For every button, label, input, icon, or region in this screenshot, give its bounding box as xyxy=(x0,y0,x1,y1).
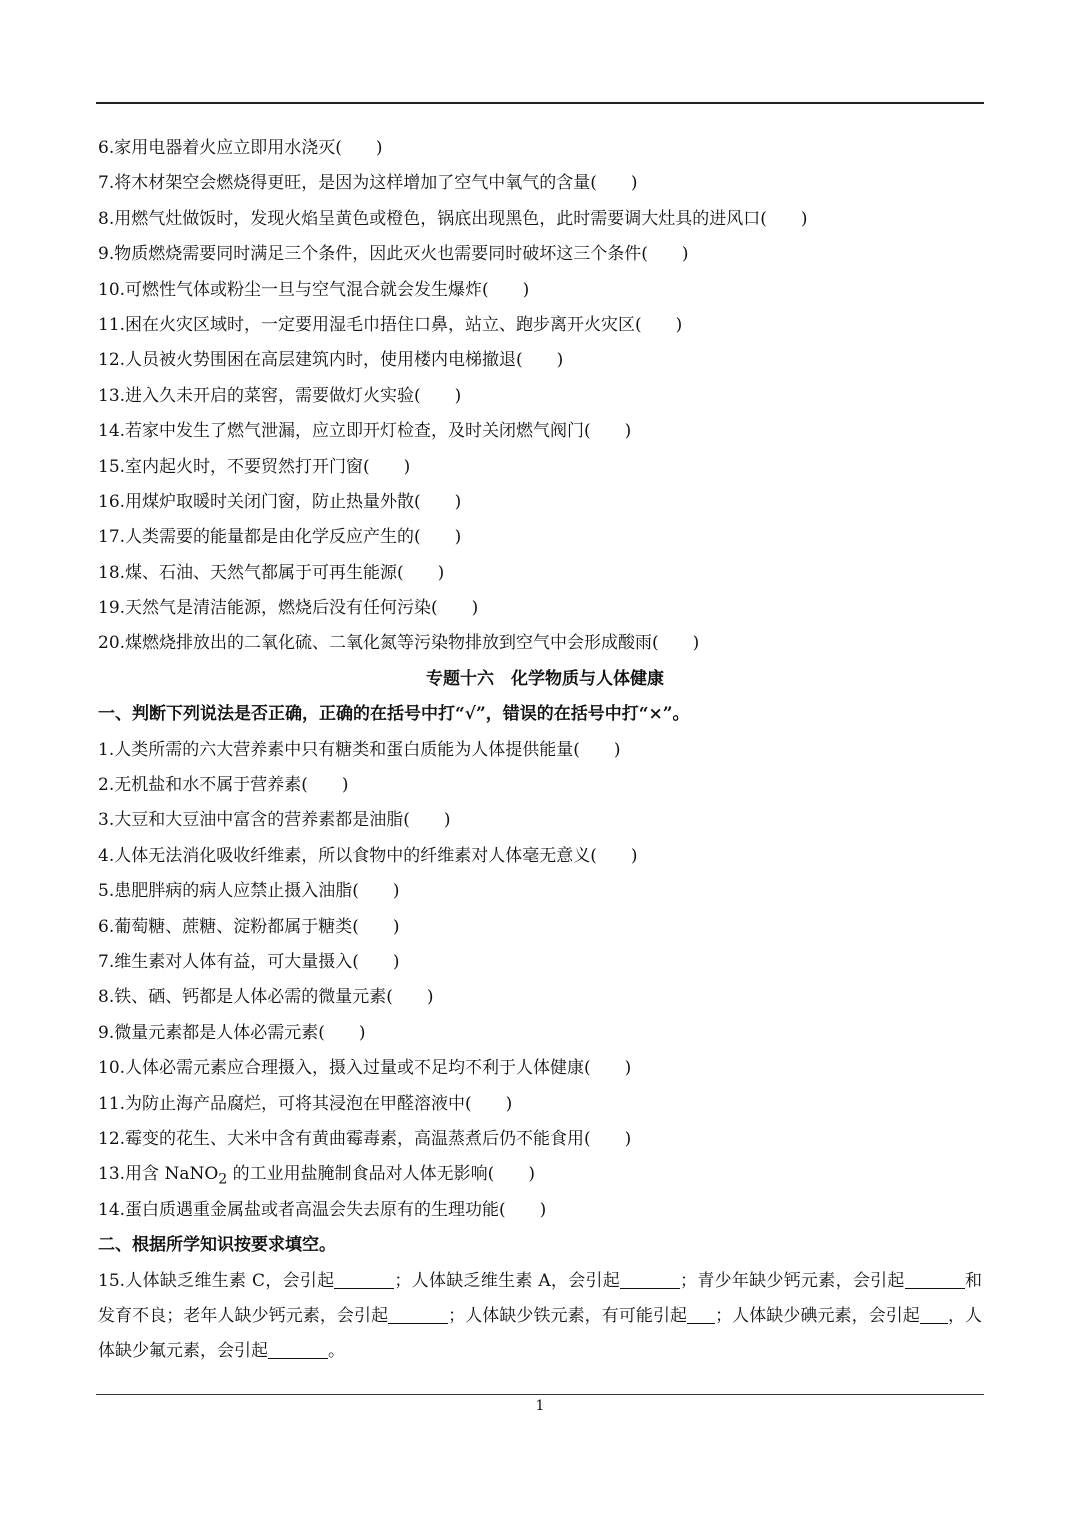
question-item: 18.煤、石油、天然气都属于可再生能源( ) xyxy=(98,562,445,583)
question-item: 7.将木材架空会燃烧得更旺，是因为这样增加了空气中氧气的含量( ) xyxy=(98,173,638,194)
q15-text-5: ；人体缺少铁元素，有可能引起 xyxy=(448,1305,688,1326)
question-item: 13.进入久未开启的菜窖，需要做灯火实验( ) xyxy=(98,385,462,406)
question-item: 11.困在火灾区域时，一定要用湿毛巾捂住口鼻，站立、跑步离开火灾区( ) xyxy=(98,314,683,335)
answer-blank[interactable] xyxy=(687,1322,715,1324)
q15-text-6: ；人体缺少碘元素，会引起 xyxy=(715,1305,920,1326)
section-title: 专题十六 化学物质与人体健康 xyxy=(426,668,664,689)
question-item: 17.人类需要的能量都是由化学反应产生的( ) xyxy=(98,527,462,548)
question-item: 3.大豆和大豆油中富含的营养素都是油脂( ) xyxy=(98,810,451,831)
footer-rule xyxy=(96,1394,984,1395)
question-item: 8.用燃气灶做饭时，发现火焰呈黄色或橙色，锅底出现黑色，此时需要调大灶具的进风口( ) xyxy=(98,208,808,229)
question-item: 6.葡萄糖、蔗糖、淀粉都属于糖类( ) xyxy=(98,916,400,937)
item13-text-after: 的工业用盐腌制食品对人体无影响( ) xyxy=(227,1164,535,1185)
question-item: 14.若家中发生了燃气泄漏，应立即开灯检查，及时关闭燃气阀门( ) xyxy=(98,421,632,442)
page-number: 1 xyxy=(535,1398,545,1414)
answer-blank[interactable] xyxy=(620,1287,680,1289)
question-item: 9.微量元素都是人体必需元素( ) xyxy=(98,1022,366,1043)
question-item: 8.铁、硒、钙都是人体必需的微量元素( ) xyxy=(98,987,434,1008)
q15-text-8: 。 xyxy=(328,1341,345,1362)
question-list-fire-safety xyxy=(98,131,984,662)
answer-blank[interactable] xyxy=(268,1357,328,1359)
question-item: 19.天然气是清洁能源，燃烧后没有任何污染( ) xyxy=(98,598,479,619)
question-item: 2.无机盐和水不属于营养素( ) xyxy=(98,775,349,796)
item13-subscript: 2 xyxy=(218,1171,228,1188)
answer-blank[interactable] xyxy=(388,1322,448,1324)
question-item: 4.人体无法消化吸收纤维素，所以食物中的纤维素对人体毫无意义( ) xyxy=(98,845,638,866)
q15-text-3: ；青少年缺少钙元素，会引起 xyxy=(680,1270,905,1291)
part-two-heading: 二、根据所学知识按要求填空。 xyxy=(98,1235,336,1256)
question-item: 14.蛋白质遇重金属盐或者高温会失去原有的生理功能( ) xyxy=(98,1199,547,1220)
question-item: 11.为防止海产品腐烂，可将其浸泡在甲醛溶液中( ) xyxy=(98,1093,513,1114)
question-item: 12.人员被火势围困在高层建筑内时，使用楼内电梯撤退( ) xyxy=(98,350,564,371)
question-item-nano2 xyxy=(98,1157,984,1192)
question-item: 15.室内起火时，不要贸然打开门窗( ) xyxy=(98,456,411,477)
question-item: 6.家用电器着火应立即用水浇灭( ) xyxy=(98,138,383,158)
question-item: 10.可燃性气体或粉尘一旦与空气混合就会发生爆炸( ) xyxy=(98,279,530,300)
page-content xyxy=(98,131,984,1370)
part-one-heading: 一、判断下列说法是否正确，正确的在括号中打“√”，错误的在括号中打“×”。 xyxy=(98,704,690,725)
question-item: 20.煤燃烧排放出的二氧化硫、二氧化氮等污染物排放到空气中会形成酸雨( ) xyxy=(98,633,700,654)
fill-in-question-15 xyxy=(98,1264,982,1370)
question-item: 7.维生素对人体有益，可大量摄入( ) xyxy=(98,951,400,972)
question-item: 9.物质燃烧需要同时满足三个条件，因此灭火也需要同时破坏这三个条件( ) xyxy=(98,244,689,265)
q15-text-1: 15.人体缺乏维生素 C，会引起 xyxy=(98,1270,335,1291)
question-item: 5.患肥胖病的病人应禁止摄入油脂( ) xyxy=(98,881,400,902)
question-item: 10.人体必需元素应合理摄入，摄入过量或不足均不利于人体健康( ) xyxy=(98,1058,632,1079)
question-item: 16.用煤炉取暖时关闭门窗，防止热量外散( ) xyxy=(98,491,462,512)
question-item: 12.霉变的花生、大米中含有黄曲霉毒素，高温蒸煮后仍不能食用( ) xyxy=(98,1128,632,1149)
answer-blank[interactable] xyxy=(905,1287,965,1289)
answer-blank[interactable] xyxy=(334,1287,394,1289)
q15-text-2: ；人体缺乏维生素 A，会引起 xyxy=(394,1270,621,1291)
question-list-health xyxy=(98,733,984,1228)
q15-text-7: ，人体缺少氟元素，会引起 xyxy=(98,1305,983,1362)
item13-text-before: 13.用含 NaNO xyxy=(98,1164,219,1185)
header-rule xyxy=(96,102,984,104)
question-item: 1.人类所需的六大营养素中只有糖类和蛋白质能为人体提供能量( ) xyxy=(98,739,621,760)
answer-blank[interactable] xyxy=(920,1322,948,1324)
q15-text-4: 和发育不良；老年人缺少钙元素，会引起 xyxy=(98,1270,983,1326)
